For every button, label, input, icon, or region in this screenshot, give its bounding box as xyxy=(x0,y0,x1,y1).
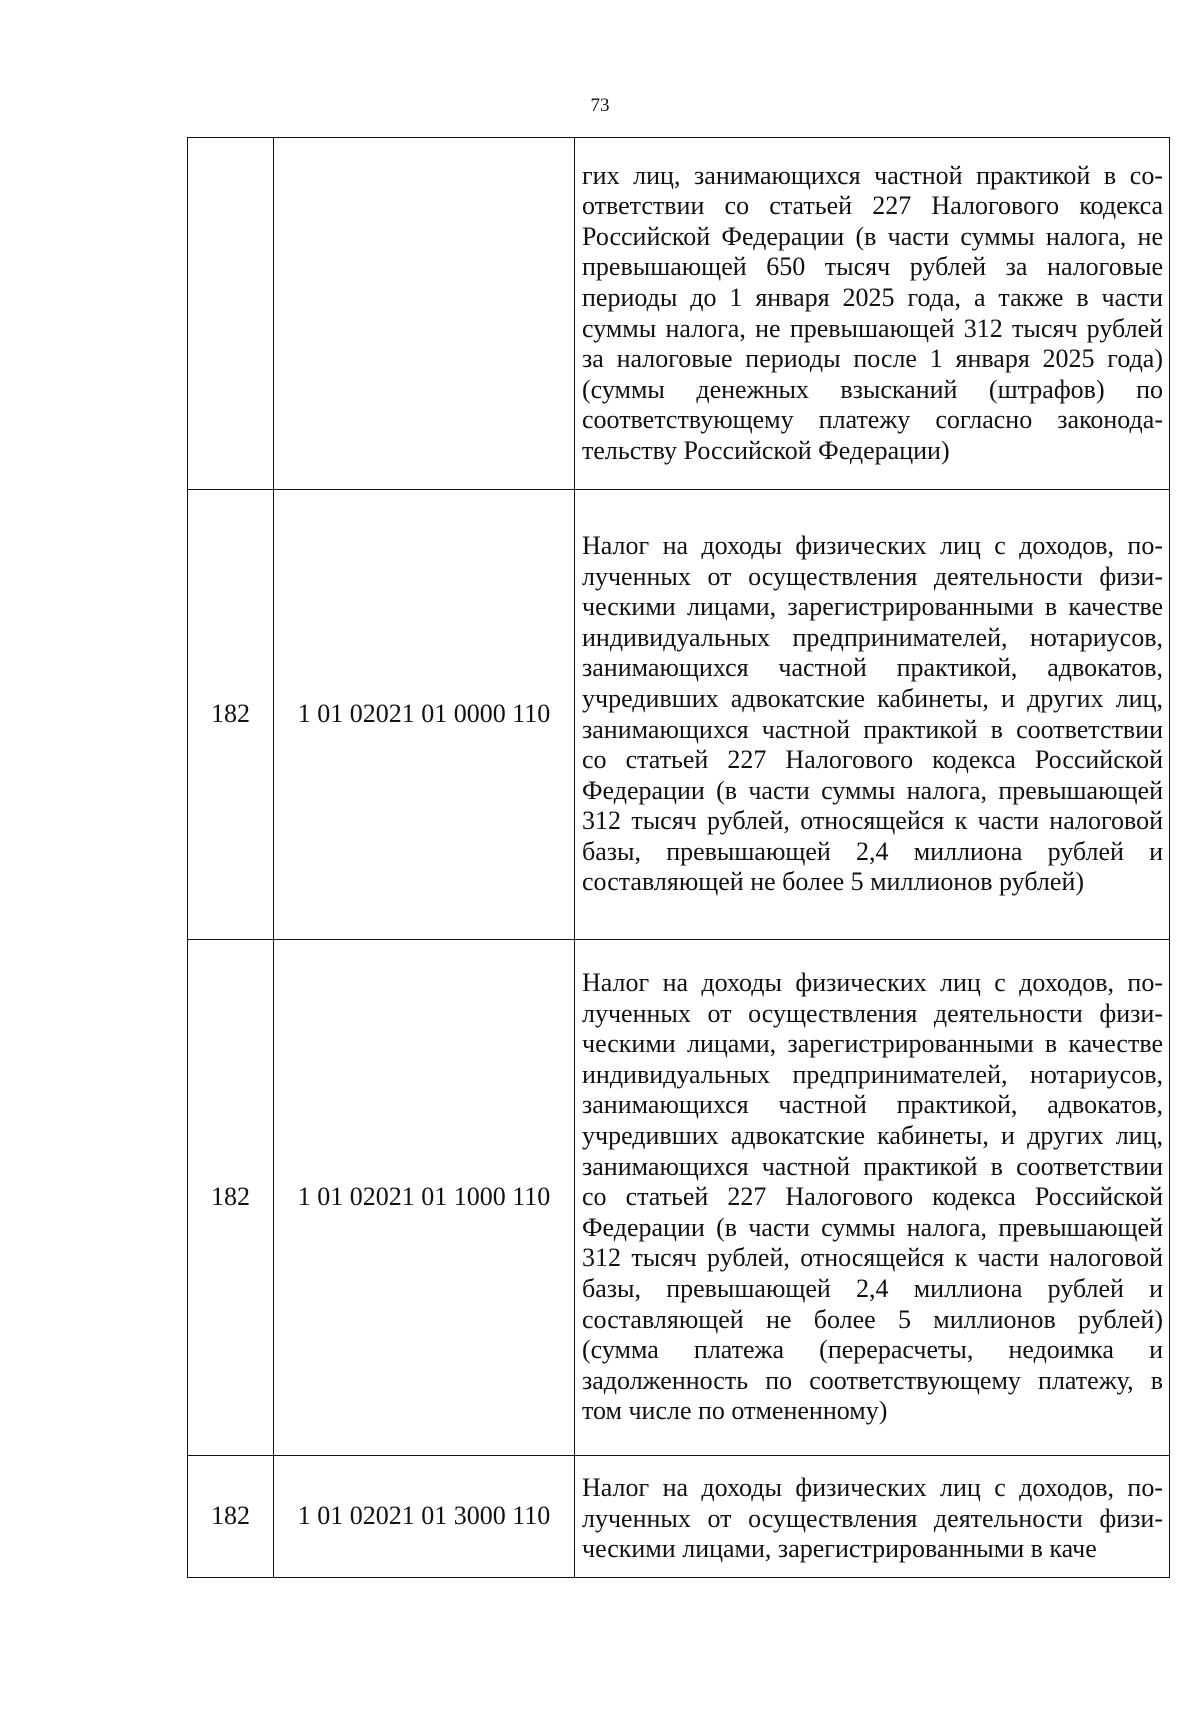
income-name-text: Налог на доходы физических лиц с доходов, полученных от осуществления деятельности физическими лицами, зарегистрированными в качестве индивидуальных предпринимателей, нотариусов, занимающихся частной практикой, адвокатов, учредивших адвокатские кабинеты, и других лиц, занимающихся частной практикой в соответствии со статьей 227 Налогового кодекса Российской Федерации (в части суммы налога, превышающей 312 тысяч рублей, относящейся к части налоговой базы, превышающей 2,4 миллиона рублей и составляющей не более 5 миллионов рублей) xyxy=(582,530,1163,897)
kbk-code-cell xyxy=(274,138,575,490)
income-name-text: гих лиц, занимающихся частной практикой в соответствии со статьей 227 Налогового кодекса Российской Федерации (в части суммы налога, не превышающей 650 тысяч рублей за налоговые периоды до 1 января 2025 года, а также в части суммы налога, не превышающей 312 тысяч рублей за налоговые периоды после 1 января 2025 года) (суммы денежных взысканий (штрафов) по соответствующему платежу согласно законодательству Российской Федерации) xyxy=(582,160,1163,465)
income-name-cell xyxy=(575,940,1170,1456)
admin-code-cell xyxy=(188,138,274,490)
income-name-text: Налог на доходы физических лиц с доходов, полученных от осуществления деятельности физическими лицами, зарегистрированными в каче xyxy=(582,1473,1163,1564)
page-number: 73 xyxy=(590,95,610,116)
table-row xyxy=(188,940,1170,1456)
admin-code-cell: 182 xyxy=(188,490,274,940)
income-name-text: Налог на доходы физических лиц с доходов, полученных от осуществления деятельности физическими лицами, зарегистрированными в качестве индивидуальных предпринимателей, нотариусов, занимающихся частной практикой, адвокатов, учредивших адвокатские кабинеты, и других лиц, занимающихся частной практикой в соответствии со статьей 227 Налогового кодекса Российской Федерации (в части суммы налога, превышающей 312 тысяч рублей, относящейся к части налоговой базы, превышающей 2,4 миллиона рублей и составляющей не более 5 миллионов рублей) (сумма платежа (перерасчеты, недоимка и задолженность по соответствующему платежу, в том числе по отмененному) xyxy=(582,968,1163,1426)
income-name-cell xyxy=(575,1456,1170,1578)
kbk-code-cell: 1 01 02021 01 0000 110 xyxy=(274,490,575,940)
kbk-code-cell: 1 01 02021 01 3000 110 xyxy=(274,1456,575,1578)
table-row xyxy=(188,490,1170,940)
table-row xyxy=(188,138,1170,490)
income-name-cell xyxy=(575,490,1170,940)
budget-classification-table xyxy=(187,137,1170,1578)
kbk-code-cell: 1 01 02021 01 1000 110 xyxy=(274,940,575,1456)
table-row xyxy=(188,1456,1170,1578)
income-name-cell xyxy=(575,138,1170,490)
admin-code-cell: 182 xyxy=(188,1456,274,1578)
admin-code-cell: 182 xyxy=(188,940,274,1456)
